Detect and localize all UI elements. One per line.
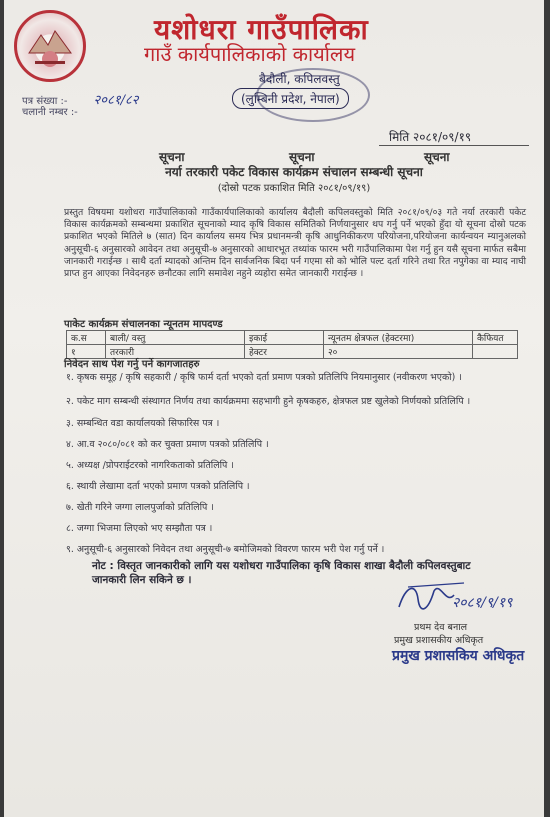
- designation-stamp: प्रमुख प्रशासकिय अधिकृत: [392, 648, 525, 664]
- cell-area: २०: [324, 345, 473, 359]
- handwritten-signature: [394, 577, 544, 619]
- documents-caption: निवेदन साथ पेश गर्नु पर्ने कागजातहरु: [64, 359, 200, 370]
- cell-unit: हेक्टर: [245, 345, 324, 359]
- list-item: ८. जग्गा भिजमा लिएको भए सम्झौता पत्र ।: [66, 523, 213, 534]
- republished-date: (दोस्रो पटक प्रकाशित मिति २०८१/०९/१९): [217, 183, 371, 194]
- signature-date: २०८१/९/१९: [452, 595, 513, 611]
- documents-list: [66, 372, 526, 565]
- suchana-heading-left: सूचना: [159, 150, 185, 164]
- address-line-1: बैदौली, कपिलवस्तु: [259, 72, 340, 86]
- notice-date: मिति २०८१/०९/१९: [389, 130, 472, 144]
- cell-remarks: [473, 345, 518, 359]
- list-item: २. पकेट माग सम्बन्धी संस्थागत निर्णय तथा कार्यक्रममा सहभागी हुने कृषकहरु, क्षेत्रफल प्रष्ट खुलेको निर्णयको प्रतिलिपि ।: [66, 396, 471, 407]
- letter-number-value: २०८१/८२: [93, 93, 139, 108]
- cell-sn: १: [67, 345, 106, 359]
- list-item: ६. स्थायी लेखामा दर्ता भएको प्रमाण पत्रको प्रतिलिपि ।: [66, 481, 250, 492]
- signatory-designation: प्रमुख प्रशासकीय अधिकृत: [394, 635, 484, 646]
- address-line-2: (लुम्बिनी प्रदेश, नेपाल): [232, 88, 349, 109]
- cell-crop: तरकारी: [106, 345, 245, 359]
- col-header-sn: क.स: [67, 331, 106, 345]
- minimum-criteria-table: [66, 330, 518, 359]
- col-header-unit: इकाई: [245, 331, 324, 345]
- suchana-heading-mid: सूचना: [289, 150, 315, 164]
- signatory-name: प्रथम देव बनाल: [414, 622, 468, 633]
- table-header-row: [67, 331, 518, 345]
- notice-body: प्रस्तुत विषयमा यशोधरा गाउँपालिकाको गाउँकार्यपालिकाको कार्यालय बैदौली कपिलवस्तुको मिति २०८१/०९/०३ गते नर्या तरकारी पकेट विकास कार्यक्रमको सम्बन्धमा प्रकाशित सूचनाको म्याद कृषि विकास समितिको निर्णयानुसार थप गर्नु पर्ने भएको हुँदा यो सूचना दोस्रो पटक प्रकाशित भएको मितिले ७ (सात) दिन कार्यालय समय भित्र प्रधानमन्त्री कृषि आधुनिकीकरण परियोजना,परियोजना कार्यन्वयन म्यानुअलको अनुसूची-६ अनुसारको आवेदन तथा अनुसूची-७ अनुसारको आधारभूत तथ्यांक फारम भरी गाउँपालिकामा पेश गर्नु हुन यसै सूचना मार्फत सबैमा जानकारी गराईन्छ । साथै दर्ता म्यादको अन्तिम दिन सार्वजनिक बिदा पर्न गएमा सो को भोलि पल्ट दर्ता गरिने तथा रित नपुगेका वा म्याद नाघी प्राप्त हुन आएका निवेदनहरु छनौटका लागि समावेश नहुने व्यहोरा समेत जानकारी गराईन्छ ।: [64, 207, 526, 280]
- dispatch-number: [22, 104, 78, 118]
- office-subtitle: गाउँ कार्यपालिकाको कार्यालय: [144, 42, 356, 66]
- municipality-emblem: [14, 10, 86, 82]
- notice-page: [4, 0, 544, 817]
- suchana-heading-right: सूचना: [424, 150, 450, 164]
- date-underline: [379, 145, 529, 146]
- list-item: ७. खेती गरिने जग्गा लालपुर्जाको प्रतिलिपि ।: [66, 502, 214, 513]
- list-item: ३. सम्बन्धित वडा कार्यालयको सिफारिस पत्र ।: [66, 418, 220, 429]
- col-header-crop: बाली/ वस्तु: [106, 331, 245, 345]
- list-item: ९. अनुसूची-६ अनुसारको निवेदन तथा अनुसूची-७ बमोजिमको विवरण फारम भरी पेश गर्नु पर्ने ।: [66, 544, 385, 555]
- dispatch-number-label: चलानी नम्बर :-: [22, 107, 78, 118]
- table-caption: पाकेट कार्यक्रम संचालनका न्यूनतम मापदण्ड: [64, 319, 223, 330]
- col-header-remarks: कैफियत: [473, 331, 518, 345]
- municipality-title: यशोधरा गाउँपालिका: [154, 13, 369, 46]
- note-text: नोट : विस्तृत जानकारीको लागि यस यशोधरा गाउँपालिका कृषि विकास शाखा बैदौली कपिलवस्तुबाट जानकारी लिन सकिने छ ।: [92, 560, 471, 586]
- notice-subject: नर्या तरकारी पकेट विकास कार्यक्रम संचालन सम्बन्धी सूचना: [165, 165, 423, 179]
- list-item: १. कृषक समूह / कृषि सहकारी / कृषि फार्म दर्ता भएको दर्ता प्रमाण पत्रको प्रतिलिपि नियमानुसार (नवीकरण भएको) ।: [66, 372, 462, 383]
- col-header-area: न्यूनतम क्षेत्रफल (हेक्टरमा): [324, 331, 473, 345]
- letter-number-label: पत्र संख्या :-: [22, 96, 68, 107]
- list-item: ५. अध्यक्ष /प्रोपराईटरको नागरिकताको प्रतिलिपि ।: [66, 460, 234, 471]
- list-item: ४. आ.व २०८०/०८१ को कर चुक्ता प्रमाण पत्रको प्रतिलिपि ।: [66, 439, 269, 450]
